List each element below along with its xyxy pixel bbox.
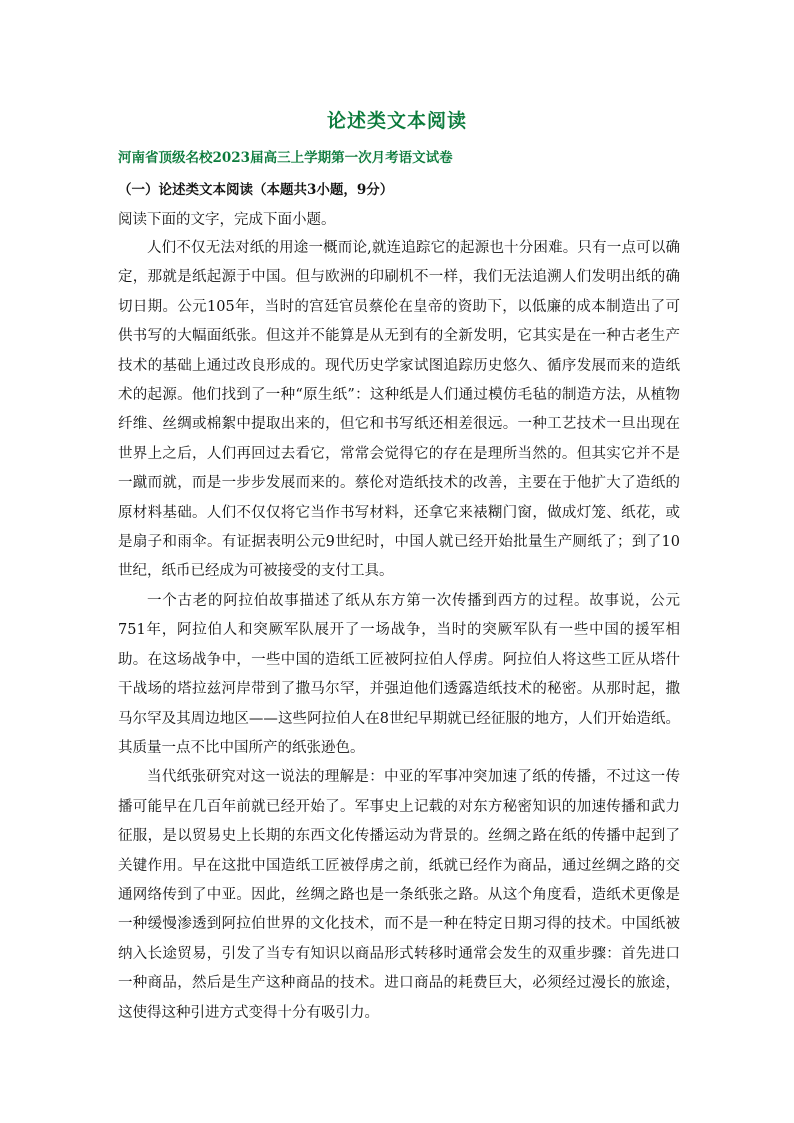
paragraph-2: 一个古老的阿拉伯故事描述了纸从东方第一次传播到西方的过程。故事说，公元751年，阿拉伯人和突厥军队展开了一场战争，当时的突厥军队有一些中国的援军相助。在这场战争中，一些中国的造纸工匠被阿拉伯人俘虏。阿拉伯人将这些工匠从塔什干战场的塔拉兹河岸带到了撒马尔罕，并强迫他们透露造纸技术的秘密。从那时起，撒马尔罕及其周边地区——这些阿拉伯人在8世纪早期就已经征服的地方，人们开始造纸。其质量一点不比中国所产的纸张逊色。	[118, 592, 680, 756]
section-heading: （一）论述类文本阅读（本题共3小题，9分）	[118, 182, 394, 198]
paragraph-1: 人们不仅无法对纸的用途一概而论,就连追踪它的起源也十分困难。只有一点可以确定，那就是纸起源于中国。但与欧洲的印刷机不一样，我们无法追溯人们发明出纸的确切日期。公元105年，当时的宫廷官员蔡伦在皇帝的资助下，以低廉的成本制造出了可供书写的大幅面纸张。但这并不能算是从无到有的全新发明，它其实是在一种古老生产技术的基础上通过改良形成的。现代历史学家试图追踪历史悠久、循序发展而来的造纸术的起源。他们找到了一种“原生纸”：这种纸是人们通过模仿毛毡的制造方法，从植物纤维、丝绸或棉絮中提取出来的，但它和书写纸还相差很远。一种工艺技术一旦出现在世界上之后，人们再回过去看它，常常会觉得它的存在是理所当然的。但其实它并不是一蹴而就，而是一步步发展而来的。蔡伦对造纸技术的改善，主要在于他扩大了造纸的原材料基础。人们不仅仅将它当作书写材料，还拿它来裱糊门窗，做成灯笼、纸花，或是扇子和雨伞。有证据表明公元9世纪时，中国人就已经开始批量生产厕纸了；到了10世纪，纸币已经成为可被接受的支付工具。	[118, 240, 680, 580]
page-title: 论述类文本阅读	[326, 110, 467, 132]
paragraph-3: 当代纸张研究对这一说法的理解是：中亚的军事冲突加速了纸的传播，不过这一传播可能早在几百年前就已经开始了。军事史上记载的对东方秘密知识的加速传播和武力征服，是以贸易史上长期的东西文化传播运动为背景的。丝绸之路在纸的传播中起到了关键作用。早在这批中国造纸工匠被俘虏之前，纸就已经作为商品，通过丝绸之路的交通网络传到了中亚。因此，丝绸之路也是一条纸张之路。从这个角度看，造纸术更像是一种缓慢渗透到阿拉伯世界的文化技术，而不是一种在特定日期习得的技术。中国纸被纳入长途贸易，引发了当专有知识以商品形式转移时通常会发生的双重步骤：首先进口一种商品，然后是生产这种商品的技术。进口商品的耗费巨大，必须经过漫长的旅途，这使得这种引进方式变得十分有吸引力。	[118, 769, 680, 1021]
exam-source: 河南省顶级名校2023届高三上学期第一次月考语文试卷	[118, 150, 453, 166]
article-body	[118, 234, 680, 1028]
reading-instruction: 阅读下面的文字，完成下面小题。	[118, 212, 336, 228]
